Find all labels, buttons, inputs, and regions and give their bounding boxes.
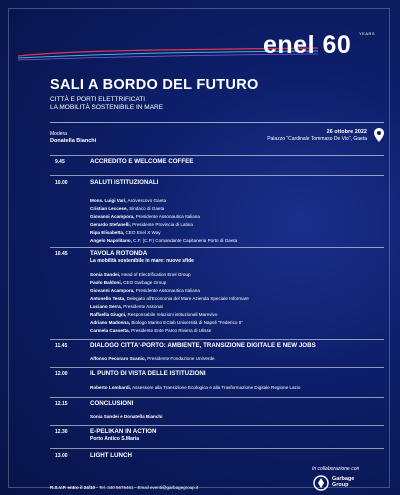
speaker-name: Gerardo Stefanelli,	[90, 222, 131, 227]
divider	[50, 122, 384, 123]
agenda-title: TAVOLA ROTONDA	[90, 250, 148, 257]
event-title: SALI A BORDO DEL FUTURO	[50, 77, 259, 93]
contact-text: - Tel. 340 5675461 - Email eventi@garbagegroup.it	[95, 485, 199, 490]
agenda-divider	[50, 397, 384, 398]
agenda-time: 10.45	[55, 251, 68, 257]
garbage-group-logo-icon	[313, 475, 329, 491]
speaker-name: Paolo Baldoni,	[90, 280, 122, 285]
speaker	[90, 280, 166, 285]
speaker-role: Presidente Assonat	[121, 304, 163, 309]
agenda-title: LIGHT LUNCH	[90, 452, 132, 459]
agenda-divider	[50, 247, 384, 248]
speaker	[90, 320, 243, 325]
agenda-time: 12.15	[55, 401, 68, 407]
speaker-name: Raffaella Giugni,	[90, 312, 127, 317]
speaker-role: CEO Garbage Group	[121, 280, 167, 285]
agenda-time: 13.00	[55, 453, 68, 459]
agenda-time: 12.30	[55, 429, 68, 435]
speaker	[90, 328, 211, 333]
speaker-name: Mons. Luigi Vari,	[90, 198, 127, 203]
agenda-divider	[50, 448, 384, 449]
speaker-role: Arcivescovo Gaeta	[126, 198, 167, 203]
enel-logo: enel 60	[263, 31, 352, 59]
speaker	[90, 414, 163, 419]
moderator-name: Donatella Bianchi	[50, 138, 97, 144]
speaker	[90, 238, 237, 243]
agenda-title: DIALOGO CITTA'-PORTO: AMBIENTE, TRANSIZIONE DIGITALE E NEW JOBS	[90, 342, 316, 349]
speaker	[90, 230, 161, 235]
speaker-role: Presidente Provincia di Latina	[130, 222, 193, 227]
agenda-time: 12.00	[55, 371, 68, 377]
speaker-name: Luciano Serra,	[90, 304, 122, 309]
partner-name	[332, 476, 354, 488]
speaker	[90, 296, 249, 301]
speaker	[90, 222, 193, 227]
speaker	[90, 198, 166, 203]
agenda-divider	[50, 175, 384, 176]
speaker-role: Assessore alla Transizione Ecologica e alla Trasformazione Digitale Regione Lazio	[131, 385, 301, 390]
logo-years: YEARS	[359, 31, 376, 36]
speaker	[90, 206, 164, 211]
speaker-name: Roberto Lombardi,	[90, 385, 132, 390]
speaker-name: Adriano Madonna,	[90, 320, 131, 325]
agenda-divider	[50, 367, 384, 368]
speaker-name: Giovanni Acampora,	[90, 214, 135, 219]
agenda-time: 11.45	[55, 343, 68, 349]
agenda-time: 9.45	[55, 159, 65, 165]
speaker	[90, 356, 215, 361]
speaker-role: Delegato all'Economia del Mare Azienda Speciale Informare	[125, 296, 249, 301]
info-bar	[50, 122, 384, 148]
speaker-role: Presidente Assonautica Italiana	[134, 288, 200, 293]
agenda-title: E-PELIKAN IN ACTION	[90, 428, 157, 435]
speaker	[90, 312, 217, 317]
speaker-role: Biologo Marino EClab Università di Napoli "Federico II"	[130, 320, 243, 325]
location-pin-icon	[374, 128, 384, 142]
footer-contacts	[50, 485, 198, 490]
speaker-name: Sonia Sandei,	[90, 272, 121, 277]
speaker-role: Head of Electrification Enel Group	[120, 272, 191, 277]
collab-label: In collaborazione con	[312, 466, 360, 472]
agenda-title: IL PUNTO DI VISTA DELLE ISTITUZIONI	[90, 370, 206, 377]
agenda-divider	[50, 339, 384, 340]
speaker-name: Ripa Elisabetta,	[90, 230, 125, 235]
moderator-label: Modera	[50, 131, 67, 137]
speaker-name: Giovanni Acampora,	[90, 288, 135, 293]
speaker-role: Responsabile relazioni istituzionali Marevivo	[126, 312, 218, 317]
partner-name-line2: Group	[332, 482, 349, 488]
speaker	[90, 272, 191, 277]
speaker-role: CEO Enel X Way	[124, 230, 161, 235]
speaker-name: Antonello Testa,	[90, 296, 126, 301]
speaker-name: Sonia Sandei e Donatella Bianchi	[90, 414, 163, 419]
agenda-title: ACCREDITO E WELCOME COFFEE	[90, 158, 194, 165]
speaker-name: Alfonso Pecoraro Scanio,	[90, 356, 146, 361]
rsvp-text: R.S.V.P. entro il 24/10	[50, 485, 96, 490]
event-venue: Palazzo "Cardinale Tommaso De Vio", Gaeta	[267, 136, 367, 142]
speaker-name: Carmela Cassetta,	[90, 328, 130, 333]
speaker-name: Cristian Leccese,	[90, 206, 128, 211]
speaker-role: Sindaco di Gaeta	[127, 206, 165, 211]
speaker-role: Presidente Ente Parco Riviera di Ulisse	[129, 328, 212, 333]
agenda-divider	[50, 425, 384, 426]
agenda-title: SALUTI ISTITUZIONALI	[90, 179, 159, 186]
event-subtitle-line2: LA MOBILITÀ SOSTENIBILE IN MARE	[50, 104, 164, 111]
speaker	[90, 214, 200, 219]
agenda-subtitle: La mobilità sostenibile in mare: nuove sfide	[90, 258, 194, 264]
agenda-title: CONCLUSIONI	[90, 400, 134, 407]
agenda-time: 10.00	[55, 180, 68, 186]
agenda-subtitle: Porto Antico S.Maria	[90, 436, 139, 442]
event-date: 26 ottobre 2022	[326, 129, 367, 135]
speaker-role: Presidente Assonautica Italiana	[134, 214, 200, 219]
speaker	[90, 288, 200, 293]
partner-name-line1: Garbage	[332, 476, 355, 482]
speaker-role: Presidente Fondazione UniVerde	[145, 356, 215, 361]
speaker	[90, 385, 300, 390]
event-subtitle-line1: CITTÀ E PORTI ELETTRIFICATI	[50, 96, 146, 103]
speaker-role: C.F. (C.P.) Comandante Capitaneria Porto di Gaeta	[131, 238, 238, 243]
speaker-name: Angelo Napolitano,	[90, 238, 132, 243]
speaker	[90, 304, 163, 309]
agenda-divider	[50, 155, 384, 156]
